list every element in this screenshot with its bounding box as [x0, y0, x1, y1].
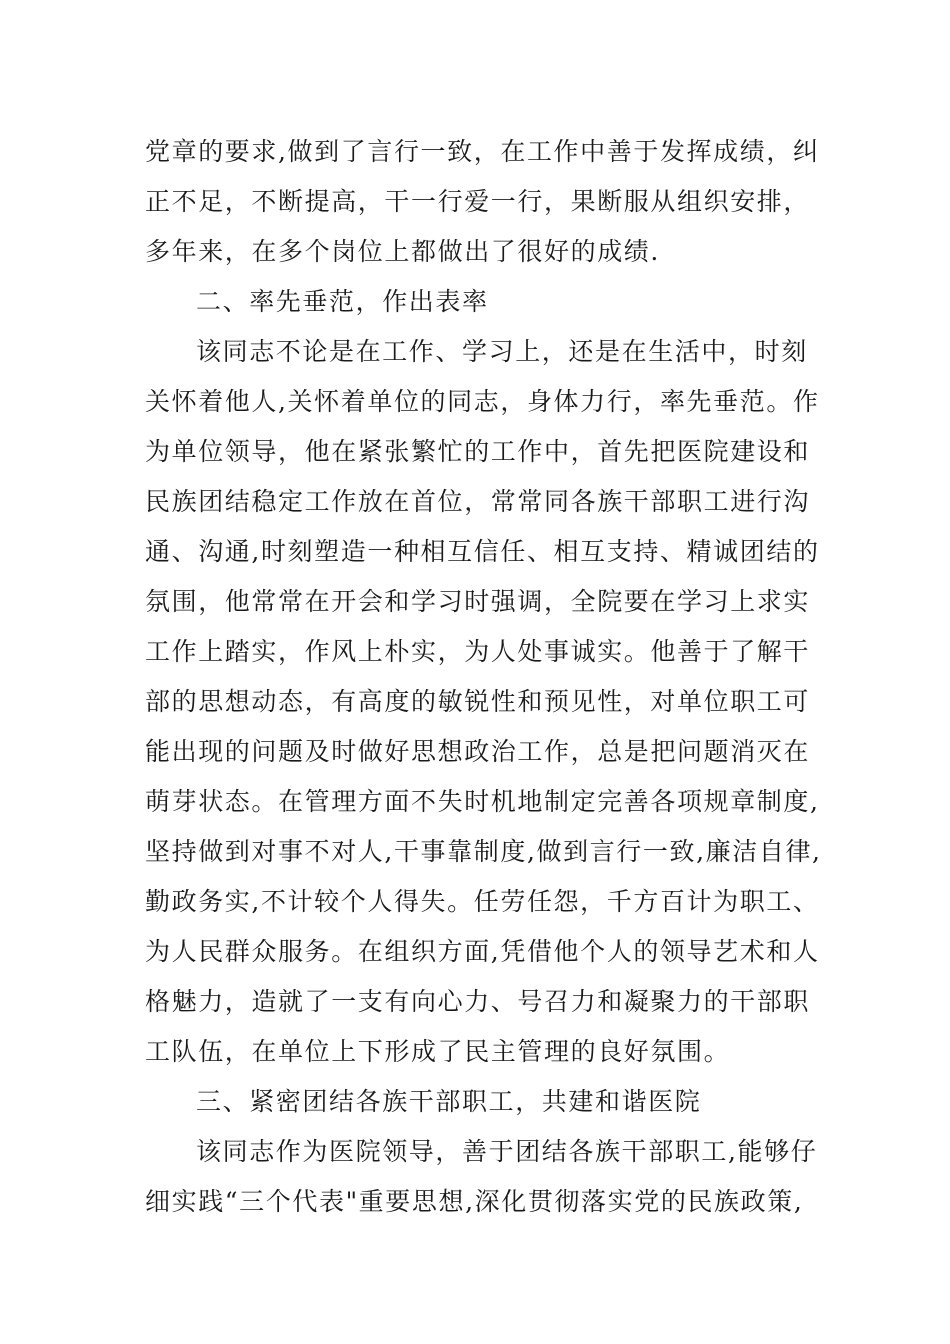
text-line: 氛围，他常常在开会和学习时强调，全院要在学习上求实 — [145, 587, 811, 616]
text-line: 细实践“三个代表"重要思想,深化贯彻落实党的民族政策, — [145, 1187, 804, 1216]
text-line: 该同志作为医院领导，善于团结各族干部职工,能够仔 — [196, 1137, 818, 1166]
text-line: 格魅力，造就了一支有向心力、号召力和凝聚力的干部职 — [145, 987, 811, 1016]
text-line: 工队伍，在单位上下形成了民主管理的良好氛围。 — [145, 1037, 731, 1066]
section-heading: 三、紧密团结各族干部职工，共建和谐医院 — [196, 1087, 702, 1116]
section-heading: 二、率先垂范，作出表率 — [196, 287, 489, 316]
text-line: 正不足，不断提高，干一行爱一行，果断服从组织安排， — [145, 187, 811, 216]
text-line: 多年来，在多个岗位上都做出了很好的成绩. — [145, 237, 660, 266]
text-line: 坚持做到对事不对人,干事靠制度,做到言行一致,廉洁自律, — [145, 837, 822, 866]
text-line: 部的思想动态，有高度的敏锐性和预见性，对单位职工可 — [145, 687, 811, 716]
text-line: 萌芽状态。在管理方面不失时机地制定完善各项规章制度, — [145, 787, 820, 816]
text-line: 民族团结稳定工作放在首位，常常同各族干部职工进行沟 — [145, 487, 811, 516]
text-line: 通、沟通,时刻塑造一种相互信任、相互支持、精诚团结的 — [145, 537, 820, 566]
text-line: 为单位领导，他在紧张繁忙的工作中，首先把医院建设和 — [145, 437, 811, 466]
text-line: 党章的要求,做到了言行一致，在工作中善于发挥成绩，纠 — [145, 137, 820, 166]
text-line: 能出现的问题及时做好思想政治工作，总是把问题消灭在 — [145, 737, 811, 766]
text-line: 关怀着他人,关怀着单位的同志，身体力行，率先垂范。作 — [145, 387, 820, 416]
text-line: 工作上踏实，作风上朴实，为人处事诚实。他善于了解干 — [145, 637, 811, 666]
text-line: 该同志不论是在工作、学习上，还是在生活中，时刻 — [196, 337, 808, 366]
text-line: 勤政务实,不计较个人得失。任劳任怨，千方百计为职工、 — [145, 887, 820, 916]
text-line: 为人民群众服务。在组织方面,凭借他个人的领导艺术和人 — [145, 937, 820, 966]
